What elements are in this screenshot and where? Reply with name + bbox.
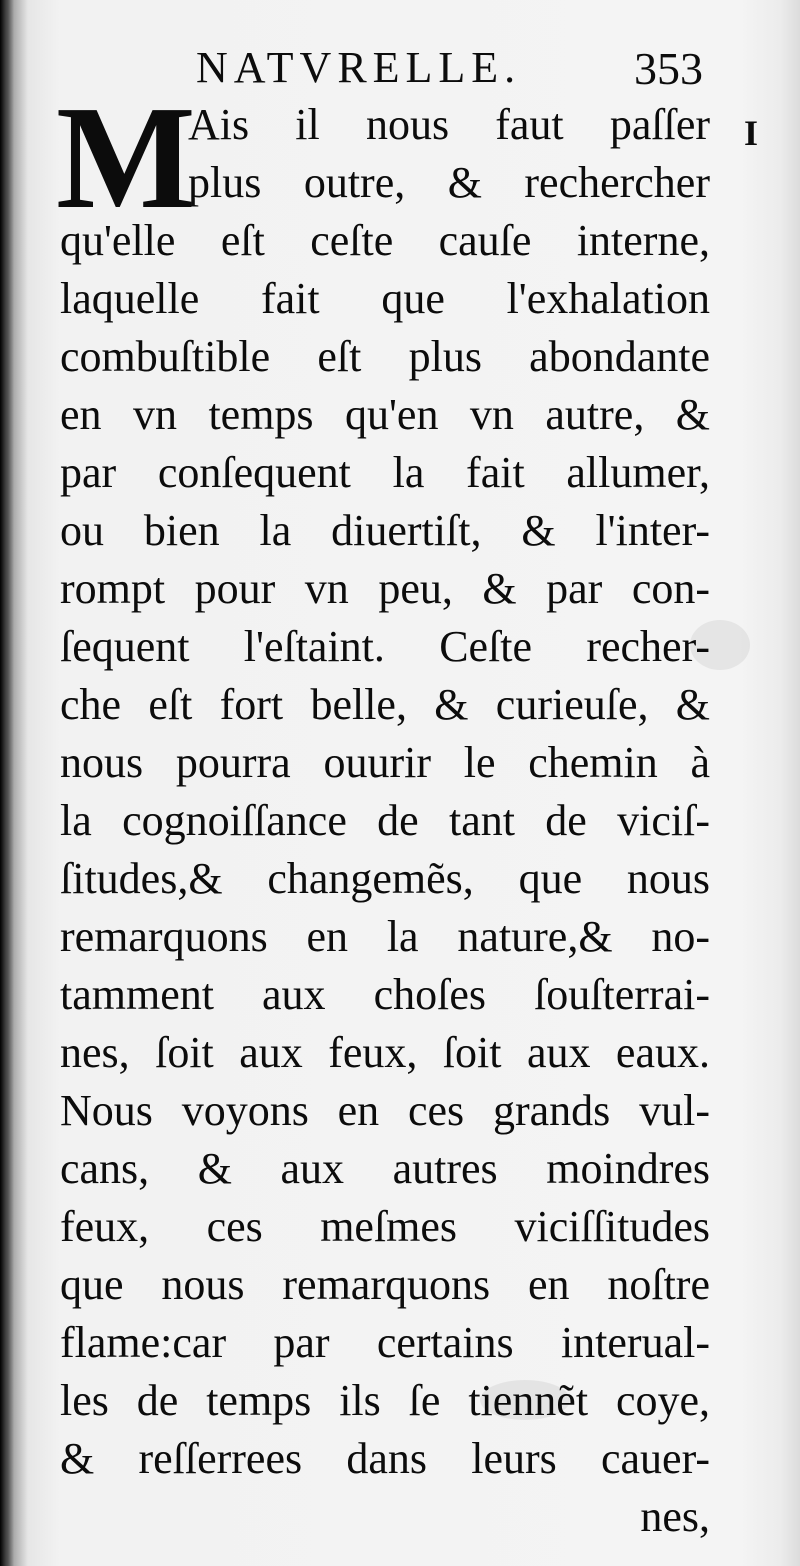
text-line: plus outre, & rechercher <box>188 158 710 207</box>
text-line: Nous voyons en ces grands vul- <box>60 1086 710 1135</box>
margin-note: I <box>744 113 759 153</box>
page-number: 353 <box>634 43 703 94</box>
running-head-title: NATVRELLE. <box>196 43 522 92</box>
text-line: remarquons en la nature,& no- <box>60 912 710 961</box>
text-line: ou bien la diuertiſt, & l'inter- <box>60 506 710 555</box>
text-line: & reſſerrees dans leurs cauer- <box>60 1434 710 1483</box>
text-line: nes, ſoit aux feux, ſoit aux eaux. <box>60 1028 710 1077</box>
text-line: ſitudes,& changemẽs, que nous <box>60 854 710 903</box>
text-line: nous pourra ouurir le chemin à <box>60 738 710 787</box>
text-line: flame:car par certains interual- <box>60 1318 710 1367</box>
paper-smudge <box>480 1380 570 1420</box>
text-line: qu'elle eſt ceſte cauſe interne, <box>60 216 710 265</box>
text-line: laquelle fait que l'exhalation <box>60 274 710 323</box>
text-line: cans, & aux autres moindres <box>60 1144 710 1193</box>
drop-cap: M <box>56 76 196 240</box>
text-line: nes, <box>640 1492 710 1541</box>
text-line: que nous remarquons en noſtre <box>60 1260 710 1309</box>
text-line: la cognoiſſance de tant de viciſ- <box>60 796 710 845</box>
text-line: par conſequent la fait allumer, <box>60 448 710 497</box>
text-line: rompt pour vn peu, & par con- <box>60 564 710 613</box>
text-line: combuſtible eſt plus abondante <box>60 332 710 381</box>
text-line: les de temps ils ſe tiennẽt coye, <box>60 1376 710 1425</box>
text-line: feux, ces meſmes viciſſitudes <box>60 1202 710 1251</box>
paper-smudge <box>690 620 750 670</box>
text-line: en vn temps qu'en vn autre, & <box>60 390 710 439</box>
text-line: che eſt fort belle, & curieuſe, & <box>60 680 710 729</box>
text-line: ſequent l'eſtaint. Ceſte recher- <box>60 622 710 671</box>
text-line: Ais il nous faut paſſer <box>188 100 710 149</box>
text-line: tamment aux choſes ſouſterrai- <box>60 970 710 1019</box>
page-gutter-shadow <box>0 0 14 1566</box>
